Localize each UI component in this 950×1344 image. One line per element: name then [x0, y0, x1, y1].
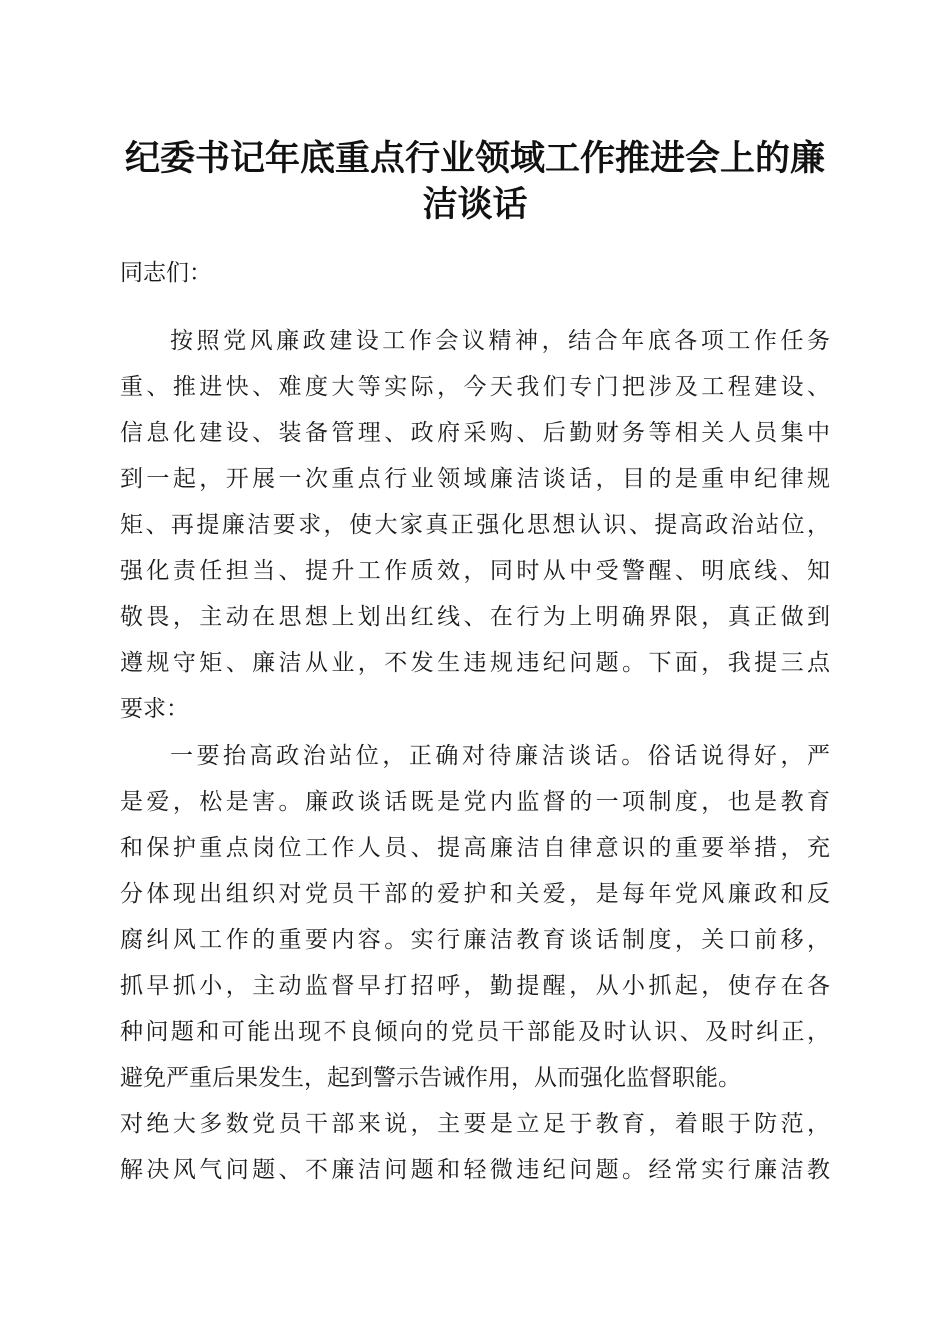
body-line: 一要抬高政治站位，正确对待廉洁谈话。俗话说得好，严: [170, 743, 830, 769]
body-line: 是爱，松是害。廉政谈话既是党内监督的一项制度，也是教育: [120, 789, 830, 815]
body-line: 敬畏，主动在思想上划出红线、在行为上明确界限，真正做到: [120, 604, 830, 630]
body-line: 到一起，开展一次重点行业领域廉洁谈话，目的是重申纪律规: [120, 466, 830, 492]
body-line: 遵规守矩、廉洁从业，不发生违规违纪问题。下面，我提三点: [120, 650, 830, 676]
body-line: 按照党风廉政建设工作会议精神，结合年底各项工作任务: [170, 328, 830, 354]
document-title-line-2: 洁谈话: [422, 184, 528, 225]
salutation: 同志们：: [120, 260, 212, 286]
body-line: 重、推进快、难度大等实际，今天我们专门把涉及工程建设、: [120, 374, 830, 400]
body-line: 矩、再提廉洁要求，使大家真正强化思想认识、提高政治站位，: [120, 512, 830, 538]
body-line: 要求：: [120, 696, 189, 722]
body-line: 种问题和可能出现不良倾向的党员干部能及时认识、及时纠正，: [120, 1019, 830, 1045]
body-line: 抓早抓小，主动监督早打招呼，勤提醒，从小抓起，使存在各: [120, 973, 830, 999]
body-line: 和保护重点岗位工作人员、提高廉洁自律意识的重要举措，充: [120, 835, 830, 861]
body-line: 信息化建设、装备管理、政府采购、后勤财务等相关人员集中: [120, 420, 830, 446]
body-line: 解决风气问题、不廉洁问题和轻微违纪问题。经常实行廉洁教: [120, 1157, 830, 1183]
body-line: 对绝大多数党员干部来说，主要是立足于教育，着眼于防范，: [120, 1111, 830, 1137]
document-title-line-1: 纪委书记年底重点行业领域工作推进会上的廉: [124, 138, 825, 179]
body-line: 分体现出组织对党员干部的爱护和关爱，是每年党风廉政和反: [120, 881, 830, 907]
body-line: 强化责任担当、提升工作质效，同时从中受警醒、明底线、知: [120, 558, 830, 584]
body-line: 避免严重后果发生，起到警示告诫作用，从而强化监督职能。: [120, 1065, 741, 1091]
body-line: 腐纠风工作的重要内容。实行廉洁教育谈话制度，关口前移，: [120, 927, 830, 953]
